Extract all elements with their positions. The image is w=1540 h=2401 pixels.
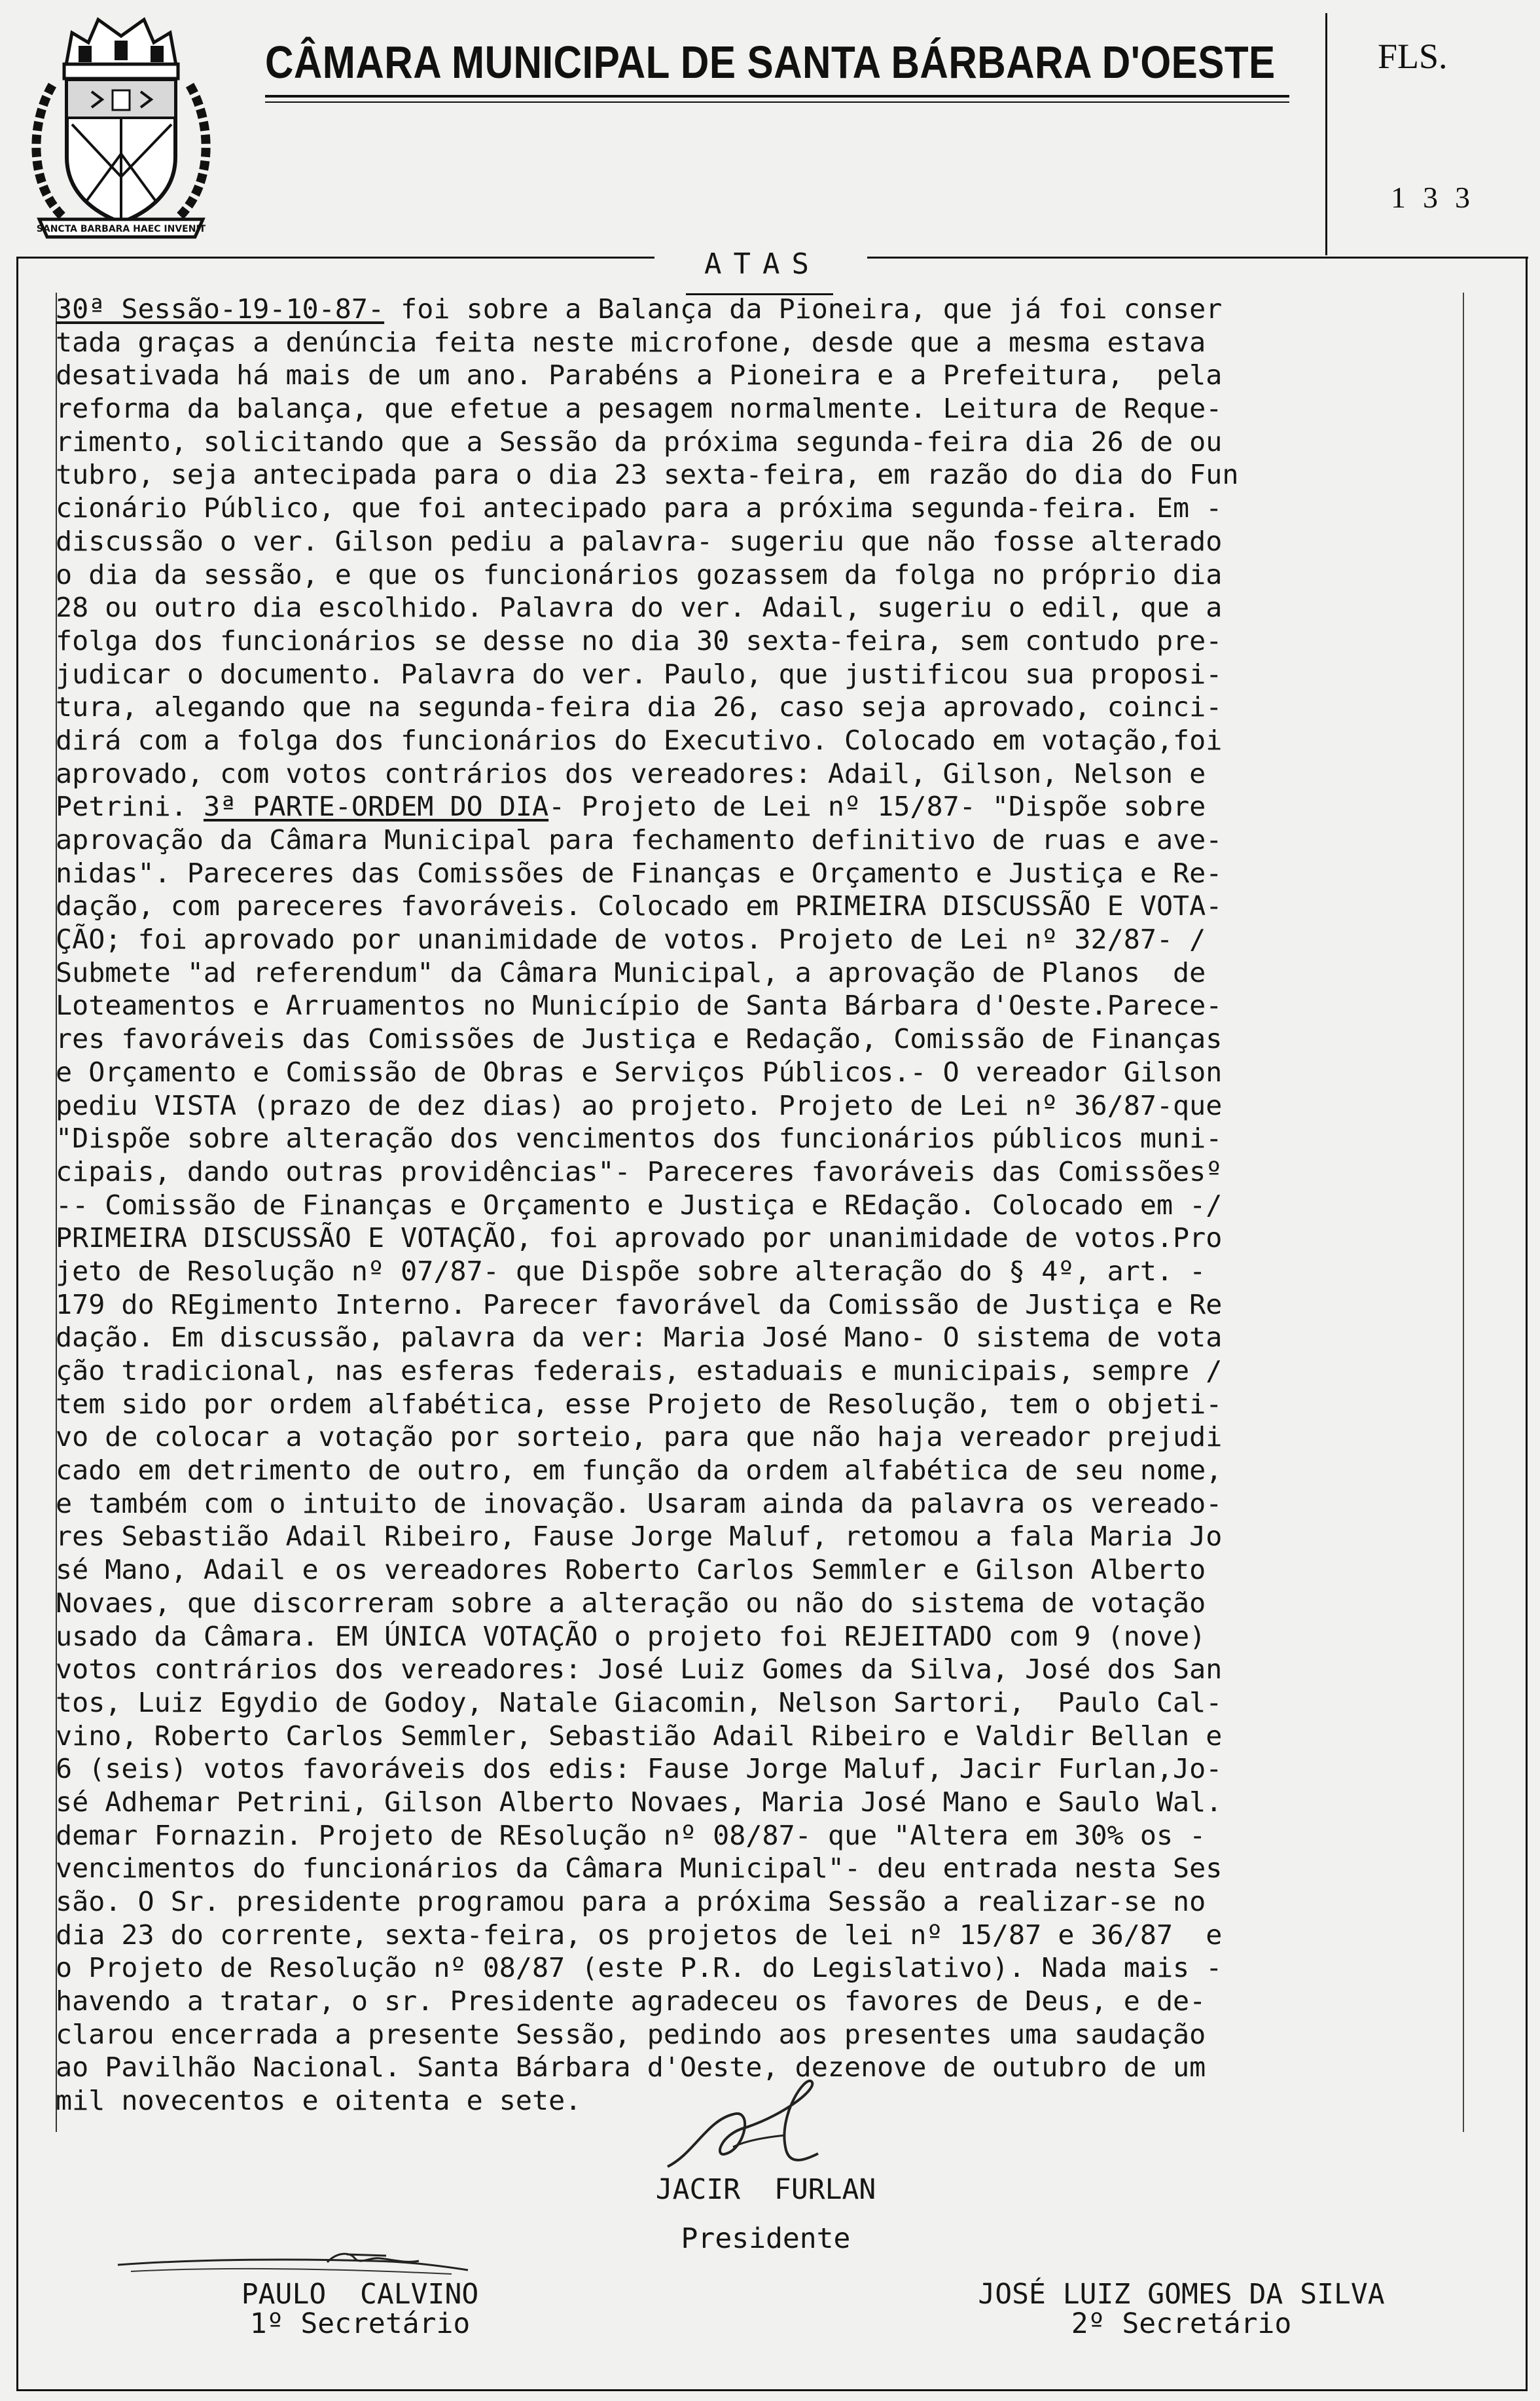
minutes-line [56, 1951, 1507, 1985]
line-text: dia 23 do corrente, sexta-feira, os projetos de lei nº 15/87 e 36/87 e [56, 1919, 1223, 1951]
line-text: Loteamentos e Arruamentos no Município de Santa Bárbara d'Oeste.Parece- [56, 990, 1223, 1022]
line-text: PRIMEIRA DISCUSSÃO E VOTAÇÃO, foi aprovado por unanimidade de votos.Pro [56, 1222, 1223, 1254]
line-text: aprovado, com votos contrários dos vereadores: Adail, Gilson, Nelson e [56, 757, 1206, 789]
frame-border [1526, 257, 1528, 2391]
minutes-line [56, 757, 1507, 791]
minutes-line [56, 425, 1507, 459]
minutes-line [56, 1752, 1507, 1786]
minutes-line [56, 1388, 1507, 1421]
president-signature [654, 2075, 844, 2180]
minutes-line [56, 525, 1507, 558]
line-text: e também com o intuito de inovação. Usaram ainda da palavra os vereado- [56, 1487, 1223, 1519]
minutes-line [56, 492, 1507, 525]
frame-border [16, 2389, 1528, 2391]
minutes-line [56, 1487, 1507, 1521]
line-text: cionário Público, que foi antecipado para a próxima segunda-feira. Em - [56, 492, 1223, 524]
minutes-line [56, 1354, 1507, 1388]
line-text: "Dispõe sobre alteração dos vencimentos dos funcionários públicos muni- [56, 1123, 1223, 1155]
line-text: vo de colocar a votação por sorteio, para que não haja vereador prejudi [56, 1421, 1223, 1453]
line-text: 6 (seis) votos favoráveis dos edis: Fause Jorge Maluf, Jacir Furlan,Jo- [56, 1753, 1223, 1785]
line-text: res Sebastião Adail Ribeiro, Fause Jorge Maluf, retomou a fala Maria Jo [56, 1521, 1223, 1553]
line-text: judicar o documento. Palavra do ver. Paulo, que justificou sua proposi- [56, 658, 1223, 690]
minutes-line [56, 1553, 1507, 1587]
minutes-line [56, 724, 1507, 757]
line-text: cipais, dando outras providências"- Pareceres favoráveis das Comissõesº [56, 1155, 1223, 1187]
line-text: desativada há mais de um ano. Parabéns a Pioneira e a Prefeitura, pela [56, 359, 1223, 391]
minutes-line [56, 1122, 1507, 1155]
frame-border [867, 257, 1528, 259]
line-text: discussão o ver. Gilson pediu a palavra- sugeriu que não fosse alterado [56, 525, 1223, 557]
minutes-line [56, 1686, 1507, 1720]
minutes-line [56, 857, 1507, 890]
line-text: nidas". Pareceres das Comissões de Finanças e Orçamento e Justiça e Re- [56, 857, 1223, 889]
minutes-line [56, 1221, 1507, 1255]
line-text: dação, com pareceres favoráveis. Colocado em PRIMEIRA DISCUSSÃO E VOTA- [56, 890, 1223, 922]
minutes-line [56, 1155, 1507, 1189]
first-secretary-role: 1º Secretário [249, 2307, 471, 2340]
minutes-line [56, 1420, 1507, 1454]
line-text: -- Comissão de Finanças e Orçamento e Justiça e REdação. Colocado em -/ [56, 1189, 1223, 1221]
line-text: o Projeto de Resolução nº 08/87 (este P.R. do Legislativo). Nada mais - [56, 1952, 1223, 1984]
minutes-line [56, 1321, 1507, 1354]
minutes-line [56, 658, 1507, 691]
minutes-line [56, 1288, 1507, 1322]
line-text: tem sido por ordem alfabética, esse Projeto de Resolução, tem o objeti- [56, 1388, 1223, 1420]
header-rule-thin [265, 101, 1289, 103]
line-text: Novaes, que discorreram sobre a alteração ou não do sistema de votação [56, 1587, 1206, 1619]
line-text: vino, Roberto Carlos Semmler, Sebastião Adail Ribeiro e Valdir Bellan e [56, 1720, 1223, 1752]
crest-motto: SANCTA BARBARA HAEC INVENIT [36, 224, 206, 234]
minutes-line [56, 691, 1507, 724]
minutes-line [56, 1653, 1507, 1686]
council-name: CÂMARA MUNICIPAL DE SANTA BÁRBARA D'OESTE [265, 37, 1276, 88]
minutes-line [56, 1056, 1507, 1089]
line-text: mil novecentos e oitenta e sete. [56, 2085, 582, 2117]
header-rule [265, 95, 1289, 98]
president-role: Presidente [681, 2222, 851, 2255]
minutes-line [56, 923, 1507, 956]
minutes-line [56, 1819, 1507, 1852]
line-text: o dia da sessão, e que os funcionários gozassem da folga no próprio dia [56, 558, 1223, 590]
line-text: 179 do REgimento Interno. Parecer favorável da Comissão de Justiça e Re [56, 1288, 1223, 1320]
minutes-line [56, 624, 1507, 658]
line-text: Submete "ad referendum" da Câmara Municipal, a aprovação de Planos de [56, 956, 1206, 988]
line-text: tura, alegando que na segunda-feira dia 26, caso seja aprovado, coinci- [56, 691, 1223, 723]
minutes-line [56, 1520, 1507, 1553]
section-title: ATAS [704, 247, 821, 281]
line-text: e Orçamento e Comissão de Obras e Serviços Públicos.- O vereador Gilson [56, 1056, 1223, 1088]
line-text: clarou encerrada a presente Sessão, pedindo aos presentes uma saudação [56, 2018, 1206, 2050]
second-secretary-role: 2º Secretário [1071, 2307, 1292, 2340]
line-text: sé Adhemar Petrini, Gilson Alberto Novaes, Maria José Mano e Saulo Wal. [56, 1786, 1223, 1818]
minutes-text [56, 293, 1482, 2118]
line-text: ao Pavilhão Nacional. Santa Bárbara d'Oeste, dezenove de outubro de um [56, 2051, 1206, 2084]
line-text: res favoráveis das Comissões de Justiça e Redação, Comissão de Finanças [56, 1023, 1223, 1055]
line-text: 28 ou outro dia escolhido. Palavra do ver. Adail, sugeriu o edil, que a [56, 592, 1223, 624]
minutes-line [56, 823, 1507, 857]
underlined-heading: 3ª PARTE-ORDEM DO DIA [203, 791, 549, 823]
minutes-line [56, 1022, 1507, 1056]
line-text: folga dos funcionários se desse no dia 30 sexta-feira, sem contudo pre- [56, 624, 1223, 657]
line-text: tada graças a denúncia feita neste microfone, desde que a mesma estava [56, 326, 1206, 358]
minutes-line [56, 392, 1507, 425]
line-text: aprovação da Câmara Municipal para fechamento definitivo de ruas e ave- [56, 824, 1223, 856]
bleed-through-texture [812, 2108, 1525, 2383]
line-text: foi sobre a Balança da Pioneira, que já foi conser [384, 293, 1223, 325]
frame-border [16, 257, 654, 259]
line-text: votos contrários dos vereadores: José Luiz Gomes da Silva, José dos San [56, 1653, 1223, 1686]
line-text: usado da Câmara. EM ÚNICA VOTAÇÃO o projeto foi REJEITADO com 9 (nove) [56, 1620, 1206, 1652]
minutes-line [56, 293, 1507, 326]
second-secretary-name: JOSÉ LUIZ GOMES DA SILVA [978, 2278, 1385, 2311]
line-text: demar Fornazin. Projeto de REsolução nº 08/87- que "Altera em 30% os - [56, 1819, 1206, 1851]
fls-label: FLS. [1378, 37, 1448, 76]
frame-border [16, 257, 18, 2391]
minutes-line [56, 790, 1507, 823]
minutes-line [56, 1089, 1507, 1123]
line-text: pediu VISTA (prazo de dez dias) ao projeto. Projeto de Lei nº 36/87-que [56, 1089, 1223, 1121]
minutes-line [56, 1919, 1507, 1952]
line-text: ção tradicional, nas esferas federais, estaduais e municipais, sempre / [56, 1355, 1223, 1386]
first-secretary-name: PAULO CALVINO [241, 2278, 479, 2311]
minutes-line [56, 1852, 1507, 1885]
line-text: tubro, seja antecipada para o dia 23 sexta-feira, em razão do dia do Fun [56, 459, 1239, 491]
line-text: sé Mano, Adail e os vereadores Roberto Carlos Semmler e Gilson Alberto [56, 1554, 1206, 1586]
line-text: rimento, solicitando que a Sessão da próxima segunda-feira dia 26 de ou [56, 425, 1223, 458]
line-text: havendo a tratar, o sr. Presidente agradeceu os favores de Deus, e de- [56, 1985, 1206, 2017]
line-text: vencimentos do funcionários da Câmara Municipal"- deu entrada nesta Ses [56, 1852, 1223, 1885]
line-text: ÇÃO; foi aprovado por unanimidade de votos. Projeto de Lei nº 32/87- / [56, 924, 1206, 956]
line-text: são. O Sr. presidente programou para a próxima Sessão a realizar-se no [56, 1886, 1206, 1917]
minutes-line [56, 1255, 1507, 1288]
line-text: - Projeto de Lei nº 15/87- "Dispõe sobre [548, 791, 1206, 823]
minutes-line [56, 1454, 1507, 1487]
minutes-line [56, 558, 1507, 592]
coat-of-arms-icon [26, 7, 216, 245]
minutes-line [56, 1985, 1507, 2018]
minutes-line [56, 1720, 1507, 1753]
line-text: tos, Luiz Egydio de Godoy, Natale Giacomin, Nelson Sartori, Paulo Cal- [56, 1686, 1223, 1718]
minutes-line [56, 989, 1507, 1022]
line-text: jeto de Resolução nº 07/87- que Dispõe sobre alteração do § 4º, art. - [56, 1255, 1206, 1287]
line-text: dação. Em discussão, palavra da ver: Maria José Mano- O sistema de vota [56, 1322, 1223, 1354]
minutes-line [56, 890, 1507, 923]
underlined-heading: 30ª Sessão-19-10-87- [56, 293, 385, 325]
line-text: dirá com a folga dos funcionários do Executivo. Colocado em votação,foi [56, 724, 1223, 756]
line-text: reforma da balança, que efetue a pesagem normalmente. Leitura de Reque- [56, 393, 1223, 425]
minutes-line [56, 1587, 1507, 1620]
minutes-line [56, 591, 1507, 624]
page-number: 133 [1391, 181, 1487, 214]
minutes-line [56, 956, 1507, 990]
minutes-line [56, 326, 1507, 359]
minutes-line [56, 1786, 1507, 1819]
minutes-line [56, 1620, 1507, 1653]
minutes-line [56, 458, 1507, 492]
minutes-line [56, 1885, 1507, 1919]
minutes-line [56, 1189, 1507, 1222]
line-text: Petrini. [56, 791, 204, 823]
header-divider [1325, 13, 1327, 255]
president-name: JACIR FURLAN [655, 2173, 876, 2206]
minutes-line [56, 359, 1507, 392]
minutes-line [56, 2018, 1507, 2051]
line-text: cado em detrimento de outro, em função da ordem alfabética de seu nome, [56, 1454, 1223, 1487]
